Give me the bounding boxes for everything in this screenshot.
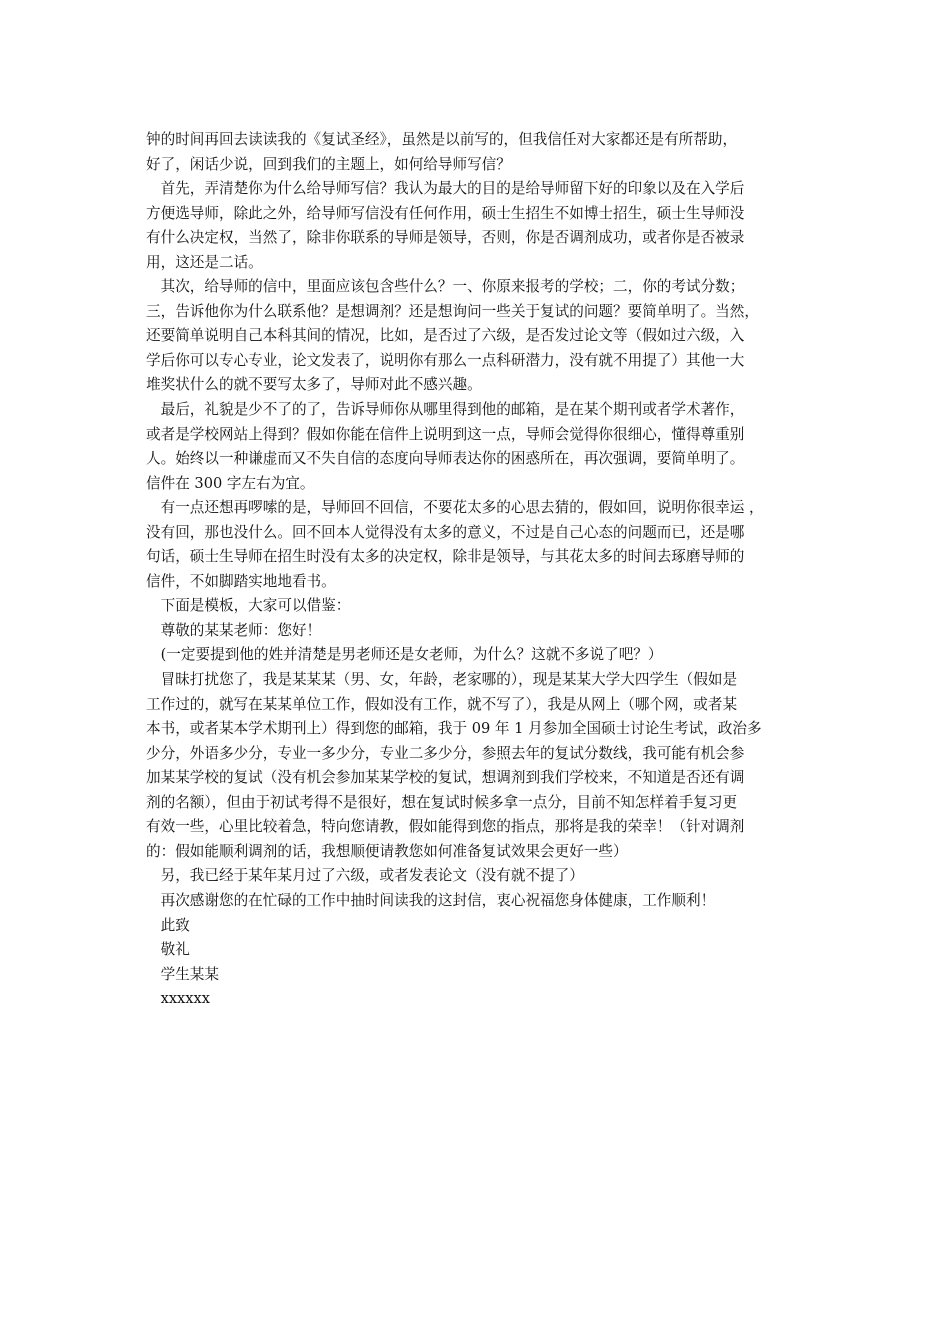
text-line: 的：假如能顺利调剂的话，我想顺便请教您如何准备复试效果会更好一些） xyxy=(146,842,628,860)
text-line: 用，这还是二话。 xyxy=(146,253,263,271)
text-line: 有一点还想再啰嗦的是，导师回不回信，不要花太多的心思去猜的，假如回，说明你很幸运 ， xyxy=(146,499,764,517)
text-line: 人。始终以一种谦虚而又不失自信的态度向导师表达你的困惑所在，再次强调，要简单明了。 xyxy=(146,450,745,468)
text-line: 有什么决定权，当然了，除非你联系的导师是领导，否则，你是否调剂成功，或者你是否被录 xyxy=(146,229,745,247)
text-line: 尊敬的某某老师：您好！ xyxy=(146,621,322,639)
text-line: 没有回，那也没什么。回不回本人觉得没有太多的意义，不过是自己心态的问题而已，还是哪 xyxy=(146,523,745,541)
text-line: 学后你可以专心专业，论文发表了，说明你有那么一点科研潜力，没有就不用提了）其他一大 xyxy=(146,351,745,369)
text-line: 再次感谢您的在忙碌的工作中抽时间读我的这封信，衷心祝福您身体健康，工作顺利！ xyxy=(146,891,716,909)
text-line: 敬礼 xyxy=(146,941,190,959)
text-line: 工作过的，就写在某某单位工作，假如没有工作，就不写了），我是从网上（哪个网，或者某 xyxy=(146,695,738,713)
text-line: 三，告诉他你为什么联系他？是想调剂？还是想询问一些关于复试的问题？要简单明了。当然， xyxy=(146,302,759,320)
text-line: 信件在 300 字左右为宜。 xyxy=(146,474,315,492)
text-line: 信件，不如脚踏实地地看书。 xyxy=(146,572,336,590)
document-body xyxy=(146,128,806,1012)
text-line: 好了，闲话少说，回到我们的主题上，如何给导师写信？ xyxy=(146,155,511,173)
text-line: 首先，弄清楚你为什么给导师写信？我认为最大的目的是给导师留下好的印象以及在入学后 xyxy=(146,180,745,198)
text-line: 其次，给导师的信中，里面应该包含些什么？一、你原来报考的学校；二，你的考试分数； xyxy=(146,278,745,296)
text-line: (一定要提到他的姓并清楚是男老师还是女老师，为什么？这就不多说了吧？） xyxy=(146,646,663,664)
text-line: xxxxxx xyxy=(146,990,210,1008)
text-line: 钟的时间再回去读读我的《复试圣经》，虽然是以前写的，但我信任对大家都还是有所帮助， xyxy=(146,131,738,148)
text-line: 有效一些，心里比较着急，特向您请教，假如能得到您的指点，那将是我的荣幸！（针对调剂 xyxy=(146,818,745,836)
text-line: 少分，外语多少分，专业一多少分，专业二多少分，参照去年的复试分数线，我可能有机会参 xyxy=(146,744,745,762)
text-line: 本书，或者某本学术期刊上）得到您的邮箱，我于 09 年 1 月参加全国硕士讨论生考试，政治多 xyxy=(146,720,762,738)
text-line: 学生某某 xyxy=(146,965,219,983)
text-line: 还要简单说明自己本科其间的情况，比如，是否过了六级，是否发过论文等（假如过六级，入 xyxy=(146,327,745,345)
text-line: 或者是学校网站上得到？假如你能在信件上说明到这一点，导师会觉得你很细心，懂得尊重别 xyxy=(146,425,745,443)
text-line: 下面是模板，大家可以借鉴： xyxy=(146,597,351,615)
text-line: 堆奖状什么的就不要写太多了，导师对此不感兴趣。 xyxy=(146,376,482,394)
text-line: 方便选导师，除此之外，给导师写信没有任何作用，硕士生招生不如博士招生，硕士生导师没 xyxy=(146,204,745,222)
text-line: 剂的名额），但由于初试考得不是很好，想在复试时候多拿一点分，目前不知怎样着手复习更 xyxy=(146,793,738,811)
text-line: 另，我已经于某年某月过了六级，或者发表论文（没有就不提了） xyxy=(146,867,584,885)
text-line: 最后，礼貌是少不了的了，告诉导师你从哪里得到他的邮箱，是在某个期刊或者学术著作， xyxy=(146,401,745,419)
text-line: 句话，硕士生导师在招生时没有太多的决定权，除非是领导，与其花太多的时间去琢磨导师的 xyxy=(146,548,745,566)
text-line: 冒昧打扰您了，我是某某某（男、女，年龄，老家哪的），现是某某大学大四学生（假如是 xyxy=(146,671,738,689)
text-line: 此致 xyxy=(146,916,190,934)
text-line: 加某某学校的复试（没有机会参加某某学校的复试，想调剂到我们学校来，不知道是否还有调 xyxy=(146,769,745,787)
